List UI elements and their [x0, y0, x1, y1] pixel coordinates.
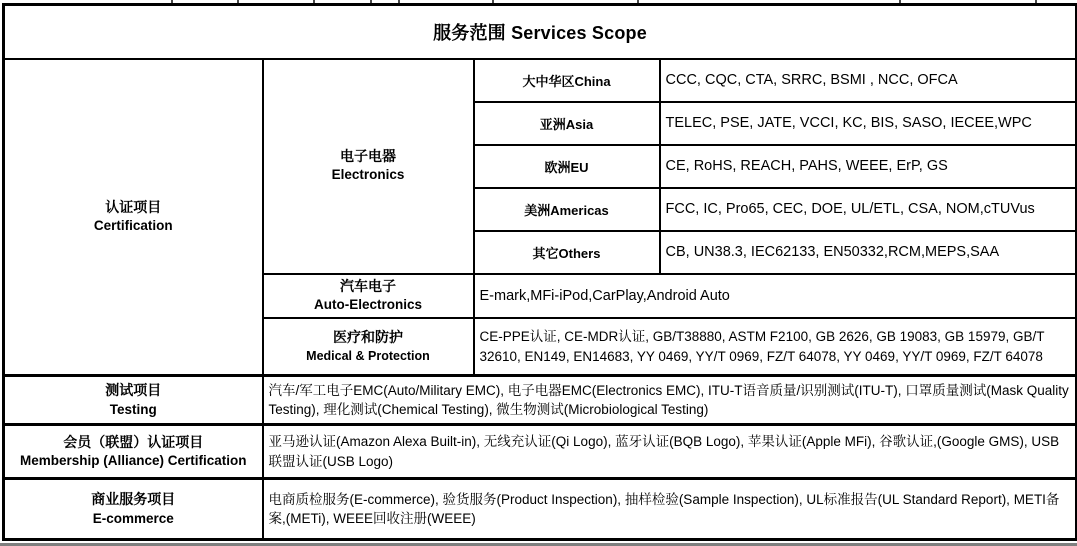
testing-label-zh: 测试项目 — [105, 382, 162, 399]
row-header-electronics — [263, 59, 474, 274]
region-label-others: 其它Others — [474, 231, 660, 274]
medical-label-en: Medical & Protection — [306, 348, 430, 363]
row-header-testing — [4, 376, 263, 425]
electronics-label-zh: 电子电器 — [340, 147, 396, 164]
medical-protection-content: CE-PPE认证, CE-MDR认证, GB/T38880, ASTM F2100, GB 2626, GB 19083, GB 15979, GB/T 32610, EN149, EN14683, YY 0469, YY/T 0969, FZ/T 64078, YY 0469, YY/T 0969, FZ/T 64078 — [474, 318, 1077, 376]
auto-electronics-label-en: Auto-Electronics — [313, 297, 422, 313]
ecommerce-label-en: E-commerce — [92, 510, 174, 526]
auto-electronics-label-zh: 汽车电子 — [340, 277, 396, 294]
region-content-eu: CE, RoHS, REACH, PAHS, WEEE, ErP, GS — [660, 145, 1077, 188]
region-label-eu: 欧洲EU — [474, 145, 660, 188]
services-scope-table — [2, 3, 1077, 541]
auto-electronics-content: E-mark,MFi-iPod,CarPlay,Android Auto — [474, 274, 1077, 318]
table-row-china — [4, 59, 1077, 102]
table-row-ecommerce — [4, 479, 1077, 540]
membership-label-en: Membership (Alliance) Certification — [19, 453, 247, 469]
region-content-americas: FCC, IC, Pro65, CEC, DOE, UL/ETL, CSA, NOM,cTUVus — [660, 188, 1077, 231]
title-row — [4, 5, 1077, 59]
medical-label-zh: 医疗和防护 — [333, 329, 403, 346]
membership-content: 亚马逊认证(Amazon Alexa Built-in), 无线充认证(Qi Logo), 蓝牙认证(BQB Logo), 苹果认证(Apple MFi), 谷歌认证,(Google GMS), USB联盟认证(USB Logo) — [263, 425, 1077, 479]
certification-label-en: Certification — [93, 218, 173, 234]
row-header-membership — [4, 425, 263, 479]
ecommerce-content: 电商质检服务(E-commerce), 验货服务(Product Inspection), 抽样检验(Sample Inspection), UL标准报告(UL Standard Report), METI备案,(METi), WEEE回收注册(WEEE) — [263, 479, 1077, 540]
region-label-americas: 美洲Americas — [474, 188, 660, 231]
electronics-label-en: Electronics — [331, 167, 405, 183]
row-header-certification — [4, 59, 263, 376]
region-content-asia: TELEC, PSE, JATE, VCCI, KC, BIS, SASO, IECEE,WPC — [660, 102, 1077, 145]
region-label-asia: 亚洲Asia — [474, 102, 660, 145]
table-row-membership — [4, 425, 1077, 479]
region-content-china: CCC, CQC, CTA, SRRC, BSMI , NCC, OFCA — [660, 59, 1077, 102]
testing-content: 汽车/军工电子EMC(Auto/Military EMC), 电子电器EMC(Electronics EMC), ITU-T语音质量/识别测试(ITU-T), 口罩质量测试(Mask Quality Testing), 理化测试(Chemical Testing), 微生物测试(Microbiological Testing) — [263, 376, 1077, 425]
membership-label-zh: 会员（联盟）认证项目 — [63, 433, 204, 450]
testing-label-en: Testing — [109, 401, 157, 417]
row-header-ecommerce — [4, 479, 263, 540]
certification-label-zh: 认证项目 — [105, 198, 162, 215]
row-header-medical-protection — [263, 318, 474, 376]
page-title: 服务范围 Services Scope — [4, 5, 1077, 59]
region-content-others: CB, UN38.3, IEC62133, EN50332,RCM,MEPS,SAA — [660, 231, 1077, 274]
table-row-testing — [4, 376, 1077, 425]
row-header-auto-electronics — [263, 274, 474, 318]
ecommerce-label-zh: 商业服务项目 — [91, 491, 176, 508]
region-label-china: 大中华区China — [474, 59, 660, 102]
